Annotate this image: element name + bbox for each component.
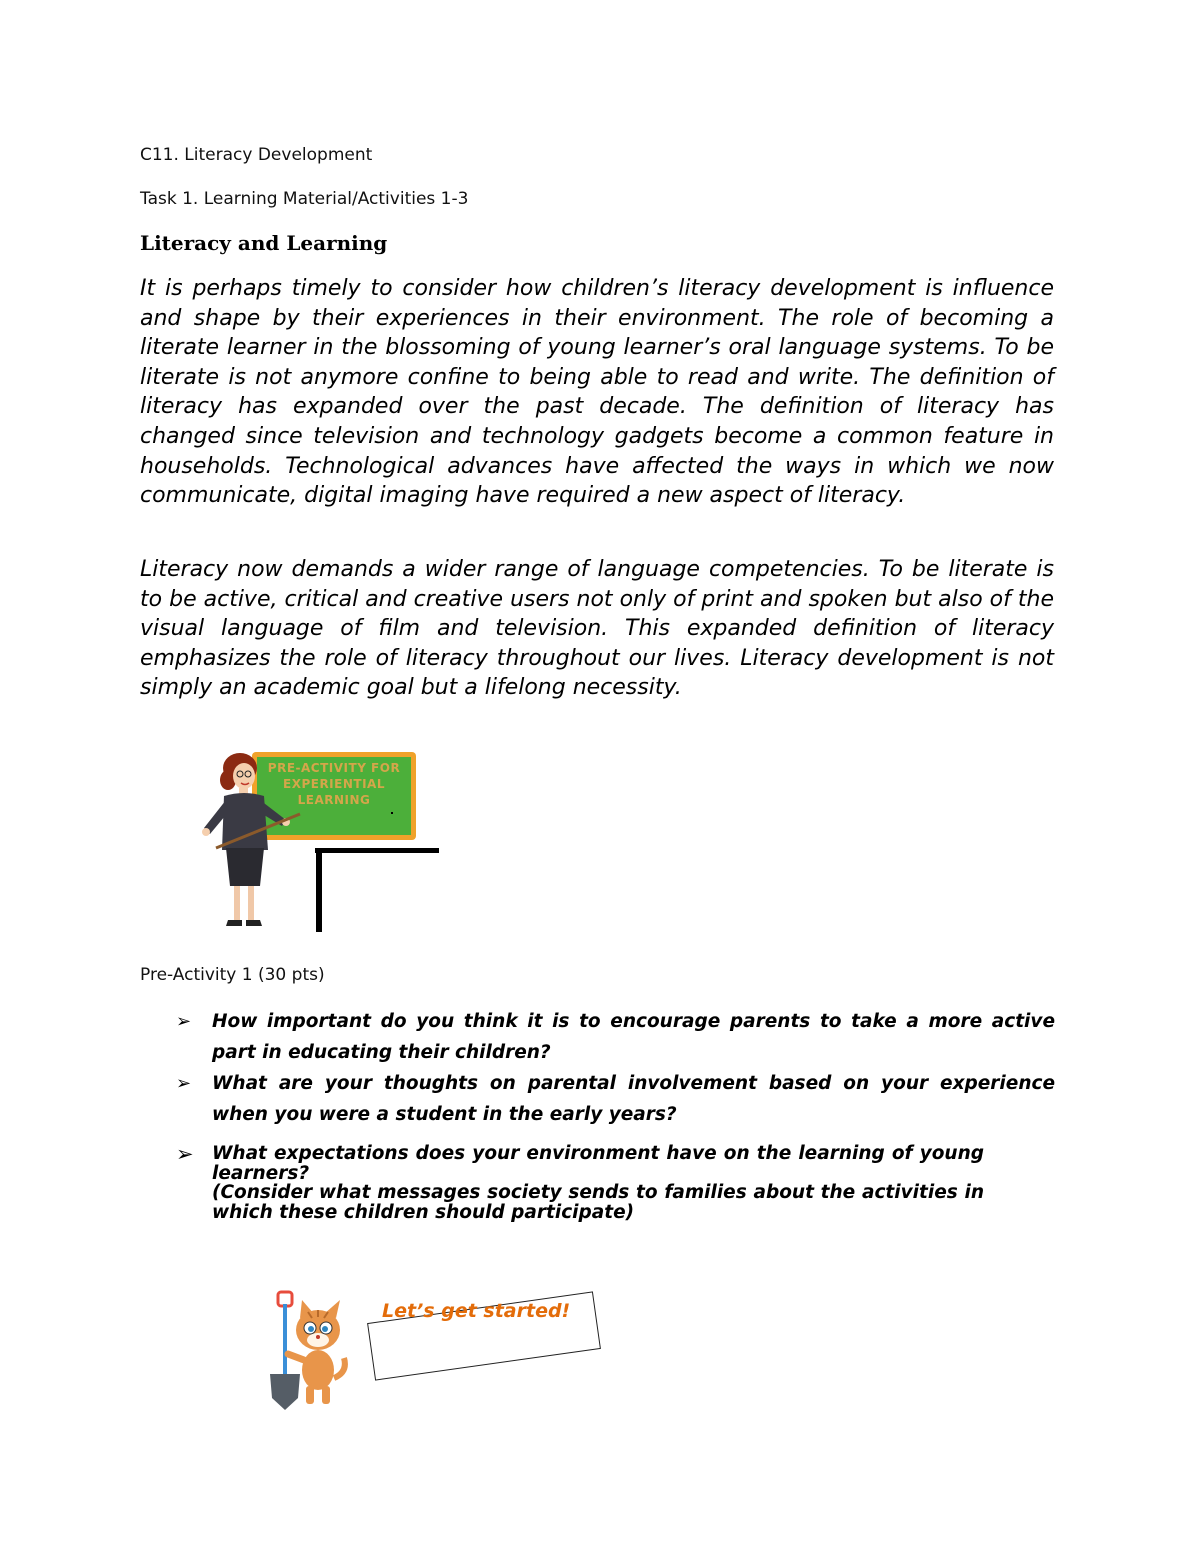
task-line: Task 1. Learning Material/Activities 1-3 <box>140 189 469 209</box>
question-1: How important do you think it is to encourage parents to take a more active part in educating their children? <box>212 1011 1055 1063</box>
cat-shovel-illustration <box>258 1288 350 1414</box>
pre-activity-heading: Pre-Activity 1 (30 pts) <box>140 965 325 985</box>
course-title: C11. Literacy Development <box>140 145 373 165</box>
teacher-board-illustration <box>188 750 443 935</box>
bullet-arrow-icon: ➢ <box>176 1011 192 1032</box>
paragraph-2: Literacy now demands a wider range of language competencies. To be literate is to be active, critical and creative users not only of print and spoken but also of the visual language of film and television. This expanded definition of literacy emphasizes the role of literacy throughout our lives. Literacy development is not simply an academic goal but a lifelong necessity. <box>140 557 1054 701</box>
bullet-arrow-icon: ➢ <box>176 1073 192 1094</box>
question-3-note: (Consider what messages society sends to families about the activities in which these children should participate) <box>212 1182 984 1223</box>
paragraph-1: It is perhaps timely to consider how children’s literacy development is influence and shape by their experiences in their environment. The role of becoming a literate learner in the blossoming of young learner’s oral language systems. To be literate is not anymore confine to being able to read and write. The definition of literacy has expanded over the past decade. The definition of literacy has changed since television and technology gadgets become a common feature in households. Technological advances have affected the ways in which we now communicate, digital imaging have required a new aspect of literacy. <box>140 276 1054 509</box>
question-3: What expectations does your environment have on the learning of young learners? <box>212 1143 984 1184</box>
bullet-arrow-icon: ➢ <box>176 1142 194 1166</box>
board-label: PRE-ACTIVITY FOR EXPERIENTIAL LEARNING <box>267 761 401 807</box>
section-title: Literacy and Learning <box>140 231 388 255</box>
question-2: What are your thoughts on parental involvement based on your experience when you were a student in the early years? <box>212 1073 1055 1125</box>
callout-text: Let’s get started! <box>382 1300 571 1322</box>
cat-shovel-icon <box>258 1288 350 1414</box>
